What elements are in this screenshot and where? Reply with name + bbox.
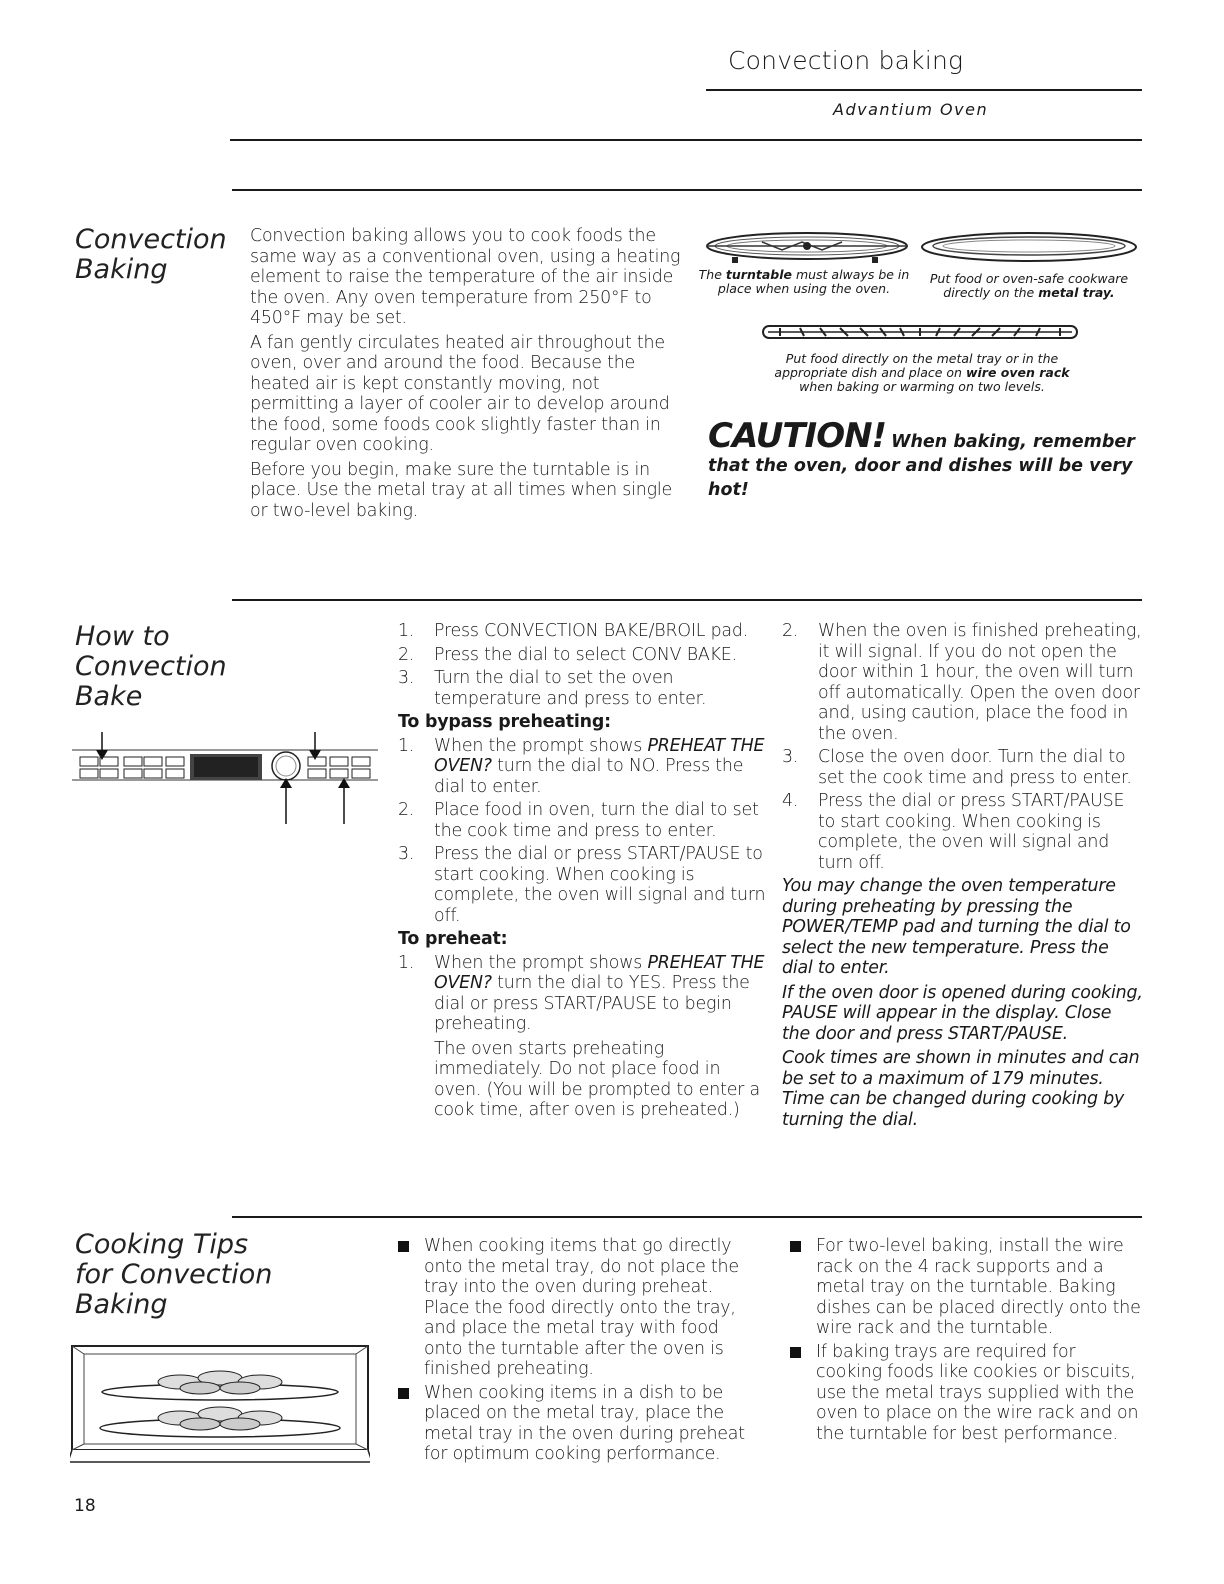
metal-tray-caption: Put food or oven-safe cookware directly on the metal tray. [929,271,1129,300]
step-item: 1. When the prompt shows PREHEAT THE OVEN? turn the dial to YES. Press the dial or press START/PAUSE to begin preheating. The oven starts preheating immediately. Do not place food in oven. (You will be prompted to enter a cook time, after oven is preheated.) [398,953,768,1121]
list-item: For two-level baking, install the wire rack on the 4 rack supports and a metal tray on the turntable. Baking dishes can be placed directly onto the wire rack and the turntable. [790,1236,1142,1339]
header-rule-long [230,139,1142,141]
caution-text: When baking, remember that the oven, door and dishes will be very hot! [708,432,1135,500]
bullet-icon [398,1241,409,1252]
section2-heading: How to Convection Bake [75,621,227,712]
section3-heading: Cooking Tips for Convection Baking [75,1229,273,1320]
section3-rule [232,1216,1142,1218]
step-item: 2. Place food in oven, turn the dial to set the cook time and press to enter. [398,800,759,841]
paragraph: Before you begin, make sure the turntable is in place. Use the metal tray at all times when single or two-level baking. [250,459,672,521]
header-rule-short [706,89,1142,91]
paragraph: A fan gently circulates heated air throughout the oven, over and around the food. Because the heated air is kept constantly moving, not permitting a layer of cooler air to develop around the food, some foods cook slightly faster than in regular oven cooking. [250,332,670,455]
section1-body [250,226,682,525]
bypass-heading: To bypass preheating: [398,712,611,732]
step-item: 3. Press the dial or press START/PAUSE to start cooking. When cooking is complete, the oven will signal and turn off. [398,844,766,926]
steps-column-right [782,621,1144,1134]
section1-heading: Convection Baking [75,224,227,285]
step-item: 3. Close the oven door. Turn the dial to set the cook time and press to enter. [782,747,1132,788]
turntable-illustration [702,228,912,268]
tips-column-right [790,1236,1142,1447]
step-item: 2. Press the dial to select CONV BAKE. [398,644,737,665]
turntable-caption: The turntable must always be in place when using the oven. [698,267,910,296]
step-item: 3. Turn the dial to set the oven temperature and press to enter. [398,668,707,709]
wire-rack-illustration [760,322,1080,344]
bullet-icon [790,1347,801,1358]
note-paragraph: Cook times are shown in minutes and can be set to a maximum of 179 minutes. Time can be changed during cooking by turning the dial. [782,1048,1140,1130]
list-item: When cooking items in a dish to be placed on the metal tray, place the metal tray in the oven during preheat for optimum cooking performance. [398,1383,758,1465]
paragraph: Convection baking allows you to cook foods the same way as a conventional oven, using a heating element to raise the temperature of the air inside the oven. Any oven temperature from 250°F to 450°F may be set. [250,226,681,328]
section1-rule [232,189,1142,191]
note-paragraph: If the oven door is opened during cooking, PAUSE will appear in the display. Close the door and press START/PAUSE. [782,982,1143,1044]
page-subtitle: Advantium Oven [833,100,989,119]
control-panel-illustration [72,728,378,828]
note-paragraph: You may change the oven temperature during preheating by pressing the POWER/TEMP pad and turning the dial to select the new temperature. Press the dial to enter. [782,876,1131,978]
page-number: 18 [74,1496,96,1516]
step-item: 4. Press the dial or press START/PAUSE to start cooking. When cooking is complete, the oven will signal and turn off. [782,791,1125,873]
oven-interior-illustration [70,1344,370,1466]
steps-column-left [398,621,768,1124]
preheat-heading: To preheat: [398,929,508,949]
wire-rack-caption: Put food directly on the metal tray or in the appropriate dish and place on wire oven rack when baking or warming on two levels. [774,351,1070,394]
caution-word: CAUTION! [708,416,887,456]
bullet-icon [398,1388,409,1399]
step-item: 1. Press CONVECTION BAKE/BROIL pad. [398,621,749,641]
step-item: 2. When the oven is finished preheating, it will signal. If you do not open the door within 1 hour, the oven will turn off automatically. Open the oven door and, using caution, place the food in the oven. [782,621,1142,744]
bullet-icon [790,1241,801,1252]
page-title: Convection baking [728,46,964,75]
tips-column-left [398,1236,758,1468]
step-item: 1. When the prompt shows PREHEAT THE OVEN? turn the dial to NO. Press the dial to enter. [398,735,765,797]
section2-rule [232,599,1142,601]
list-item: When cooking items that go directly onto the metal tray, do not place the tray into the oven during preheat. Place the food directly onto the tray, and place the metal tray with food onto the turntable after the oven is finished preheating. [398,1236,758,1380]
step-continuation: The oven starts preheating immediately. Do not place food in oven. (You will be prompted to enter a cook time, after oven is preheated.) [434,1038,760,1120]
caution-notice [708,416,1138,502]
metal-tray-illustration [918,230,1140,266]
list-item: If baking trays are required for cooking foods like cookies or biscuits, use the metal trays supplied with the oven to place on the wire rack and on the turntable for best performance. [790,1342,1142,1445]
